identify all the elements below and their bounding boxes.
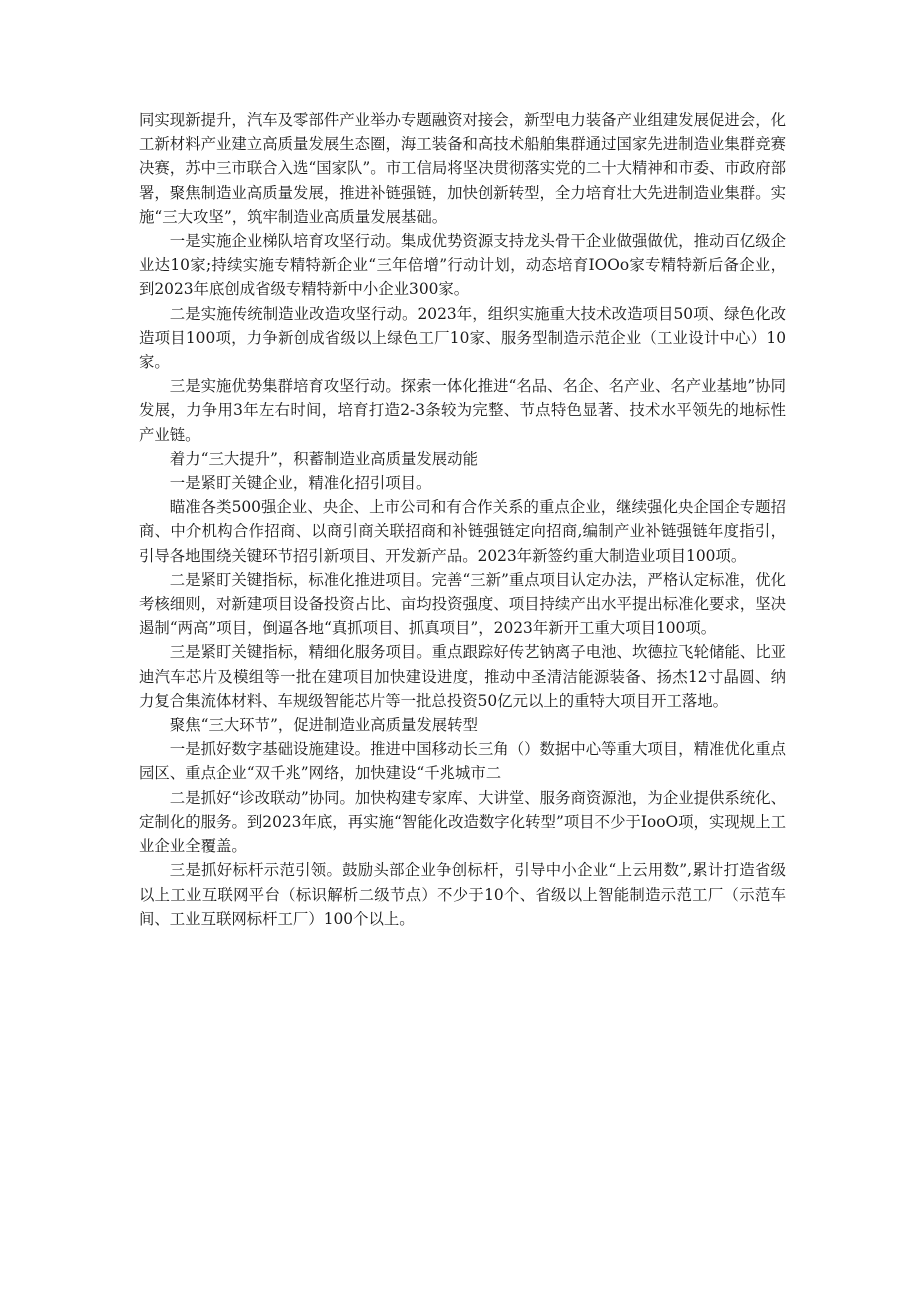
section-heading-three-links: 聚焦“三大环节”，促进制造业高质量发展转型 bbox=[169, 716, 478, 735]
paragraph-intro: 同实现新提升，汽车及零部件产业举办专题融资对接会，新型电力装备产业组建发展促进会，化工新材料产业建立高质量发展生态圈，海工装备和高技术船舶集群通过国家先进制造业集群竞赛决赛，苏中三市联合入选“国家队”。市工信局将坚决贯彻落实党的二十大精神和市委、市政府部署，聚焦制造业高质量发展，推进补链强链，加快创新转型，全力培育壮大先进制造业集群。实施“三大攻坚”，筑牢制造业高质量发展基础。 bbox=[139, 111, 786, 226]
paragraph-digital-infrastructure: 一是抓好数字基础设施建设。推进中国移动长三角（）数据中心等重大项目，精准优化重点园区、重点企业“双千兆”网络，加快建设“千兆城市二 bbox=[139, 740, 786, 783]
paragraph-enterprise-tier: 一是实施企业梯队培育攻坚行动。集成优势资源支持龙头骨干企业做强做优，推动百亿级企业达10家;持续实施专精特新企业“三年倍增”行动计划，动态培育IOOo家专精特新后备企业，到2023年底创成省级专精特新中小企业300家。 bbox=[139, 232, 786, 299]
section-heading-three-improvements: 着力“三大提升”，积蓄制造业高质量发展动能 bbox=[169, 449, 478, 468]
document-body bbox=[139, 108, 786, 931]
paragraph-traditional-upgrade: 二是实施传统制造业改造攻坚行动。2023年，组织实施重大技术改造项目50项、绿色化改造项目100项，力争新创成省级以上绿色工厂10家、服务型制造示范企业（工业设计中心）10家。 bbox=[139, 304, 786, 372]
paragraph-cluster-cultivation: 三是实施优势集群培育攻坚行动。探索一体化推进“名品、名企、名产业、名产业基地”协同发展，力争用3年左右时间，培育打造2-3条较为完整、节点特色显著、技术水平领先的地标性产业链。 bbox=[139, 377, 786, 444]
paragraph-diagnosis-linkage: 二是抓好“诊改联动”协同。加快构建专家库、大讲堂、服务商资源池，为企业提供系统化、定制化的服务。到2023年底，再实施“智能化改造数字化转型”项目不少于IooO项，实现规上工业企业全覆盖。 bbox=[139, 788, 786, 856]
paragraph-key-indicators-service: 三是紧盯关键指标，精细化服务项目。重点跟踪好传艺钠离子电池、坎德拉飞轮储能、比亚迪汽车芯片及模组等一批在建项目加快建设进度，推动中圣清洁能源装备、扬杰12寸晶圆、纳力复合集流体材料、车规级智能芯片等一批总投资50亿元以上的重特大项目开工落地。 bbox=[139, 643, 786, 710]
paragraph-key-indicators-standard: 二是紧盯关键指标，标准化推进项目。完善“三新”重点项目认定办法，严格认定标准，优化考核细则，对新建项目设备投资占比、亩均投资强度、项目持续产出水平提出标准化要求，坚决遏制“两高”项目，倒逼各地“真抓项目、抓真项目”，2023年新开工重大项目100项。 bbox=[139, 570, 786, 638]
paragraph-key-enterprises: 一是紧盯关键企业，精准化招引项目。 bbox=[169, 474, 432, 493]
paragraph-investment-targeting: 瞄准各类500强企业、央企、上市公司和有合作关系的重点企业，继续强化央企国企专题招商、中介机构合作招商、以商引商关联招商和补链强链定向招商,编制产业补链强链年度指引，引导各地围绕关键环节招引新项目、开发新产品。2023年新签约重大制造业项目100项。 bbox=[139, 498, 786, 565]
paragraph-benchmark-demonstration: 三是抓好标杆示范引领。鼓励头部企业争创标杆，引导中小企业“上云用数”,累计打造省级以上工业互联网平台（标识解析二级节点）不少于10个、省级以上智能制造示范工厂（示范车间、工业互联网标杆工厂）100个以上。 bbox=[139, 861, 786, 928]
